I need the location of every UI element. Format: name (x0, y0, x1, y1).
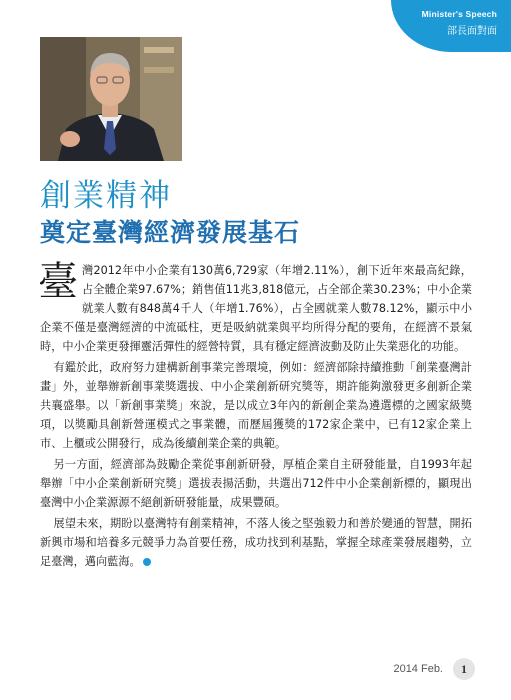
minister-portrait-photo (40, 37, 182, 161)
paragraph-2: 有鑑於此，政府努力建構新創事業完善環境，例如：經濟部除持續推動「創業臺灣計畫」外，並舉辦新創事業獎選拔、中小企業創新研究獎等，期許能夠激發更多創新企業共襄盛舉。以「新創事業獎」來說，是以成立3年內的新創企業為遴選標的之國家級獎項，以獎勵具創新營運模式之事業體，而歷屆獲獎的172家企業中，已有12家企業上市、上櫃或公開發行，成為後續創業企業的典範。 (40, 361, 472, 450)
paragraph-4-text: 展望未來，期盼以臺灣特有創業精神，不落人後之堅強毅力和善於變通的智慧，開拓新興市場和培養多元競爭力為首要任務，成功找到利基點，掌握全球產業發展趨勢，立足臺灣，邁向藍海。 (40, 517, 472, 568)
drop-cap: 臺 (38, 259, 78, 305)
end-mark-icon (143, 558, 151, 566)
section-corner-tab (391, 0, 511, 52)
article-title-line2: 奠定臺灣經濟發展基石 (40, 218, 301, 247)
paragraph-1-text: 灣2012年中小企業有130萬6,729家（年增2.11%），創下近年來最高紀錄，占全體企業97.67%；銷售值11兆3,818億元，占全部企業30.23%；中小企業就業人數有848萬4千人（年增1.76%），占全國就業人數78.12%，顯示中小企業不僅是臺灣經濟的中流砥柱，更是吸納就業與平均所得分配的要角，在經濟不景氣時，中小企業更發揮靈活彈性的經營特質，具有穩定經濟波動及防止失業惡化的功能。 (40, 264, 472, 353)
section-title-en: Minister's Speech (421, 9, 497, 19)
section-title-zh: 部長面對面 (447, 26, 497, 37)
paragraph-3: 另一方面，經濟部為鼓勵企業從事創新研發，厚植企業自主研發能量，自1993年起舉辦「中小企業創新研究獎」選拔表揚活動，共選出712件中小企業創新標的，顯現出臺灣中小企業源源不絕創新研發能量，成果豐碩。 (40, 458, 472, 509)
paragraph-4 (40, 514, 472, 571)
page-footer (393, 658, 475, 680)
page-number: 1 (453, 658, 475, 680)
issue-date: 2014 Feb. (393, 663, 443, 675)
paragraph-1 (40, 261, 472, 356)
article-title-line1: 創業精神 (40, 178, 172, 214)
article-body (40, 261, 472, 573)
